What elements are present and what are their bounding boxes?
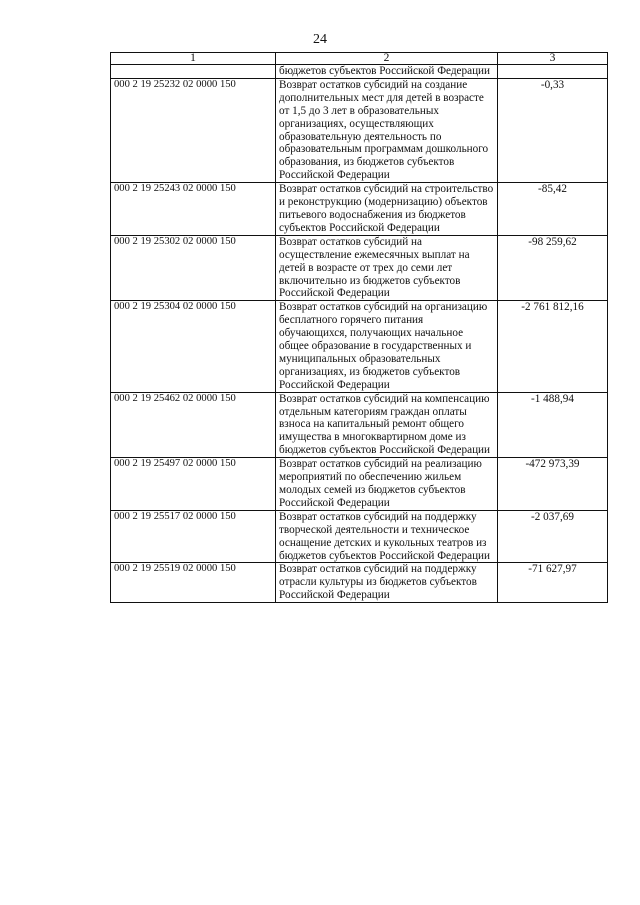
row-amount: -1 488,94 — [498, 392, 608, 458]
row-amount: -71 627,97 — [498, 563, 608, 603]
column-header-2: 2 — [276, 53, 498, 65]
table-header — [111, 53, 608, 65]
row-name: Возврат остатков субсидий на реализацию мероприятий по обеспечению жильем молодых семей из бюджетов субъектов Российской Федерации — [276, 458, 498, 511]
row-name: Возврат остатков субсидий на осуществление ежемесячных выплат на детей в возрасте от трех до семи лет включительно из бюджетов субъектов Российской Федерации — [276, 235, 498, 301]
row-name: Возврат остатков субсидий на поддержку отрасли культуры из бюджетов субъектов Российской Федерации — [276, 563, 498, 603]
table-row — [111, 392, 608, 458]
table-row — [111, 183, 608, 236]
continuation-amount — [498, 65, 608, 79]
table-row — [111, 563, 608, 603]
row-name: Возврат остатков субсидий на создание дополнительных мест для детей в возрасте от 1,5 до 3 лет в образовательных организациях, осуществляющих образовательную деятельность по образовательным программам дошкольного образования, из бюджетов субъектов Российской Федерации — [276, 78, 498, 182]
row-code: 000 2 19 25517 02 0000 150 — [111, 510, 276, 563]
continuation-name: бюджетов субъектов Российской Федерации — [276, 65, 498, 79]
column-header-1: 1 — [111, 53, 276, 65]
row-amount: -98 259,62 — [498, 235, 608, 301]
row-code: 000 2 19 25302 02 0000 150 — [111, 235, 276, 301]
table-body — [111, 65, 608, 603]
header-row — [111, 53, 608, 65]
column-header-3: 3 — [498, 53, 608, 65]
table-row — [111, 301, 608, 392]
row-amount: -85,42 — [498, 183, 608, 236]
row-amount: -2 037,69 — [498, 510, 608, 563]
continuation-row — [111, 65, 608, 79]
row-amount: -0,33 — [498, 78, 608, 182]
table-row — [111, 78, 608, 182]
row-name: Возврат остатков субсидий на организацию бесплатного горячего питания обучающихся, получающих начальное общее образование в государственных и муниципальных образовательных организациях, из бюджетов субъектов Российской Федерации — [276, 301, 498, 392]
row-code: 000 2 19 25497 02 0000 150 — [111, 458, 276, 511]
row-name: Возврат остатков субсидий на поддержку творческой деятельности и техническое оснащение детских и кукольных театров из бюджетов субъектов Российской Федерации — [276, 510, 498, 563]
row-code: 000 2 19 25243 02 0000 150 — [111, 183, 276, 236]
row-name: Возврат остатков субсидий на строительство и реконструкцию (модернизацию) объектов питьевого водоснабжения из бюджетов субъектов Российской Федерации — [276, 183, 498, 236]
row-code: 000 2 19 25462 02 0000 150 — [111, 392, 276, 458]
row-code: 000 2 19 25519 02 0000 150 — [111, 563, 276, 603]
table-row — [111, 510, 608, 563]
page-number: 24 — [313, 32, 327, 47]
row-name: Возврат остатков субсидий на компенсацию отдельным категориям граждан оплаты взноса на капитальный ремонт общего имущества в многоквартирном доме из бюджетов субъектов Российской Федерации — [276, 392, 498, 458]
continuation-code — [111, 65, 276, 79]
row-amount: -472 973,39 — [498, 458, 608, 511]
table-row — [111, 458, 608, 511]
row-code: 000 2 19 25232 02 0000 150 — [111, 78, 276, 182]
row-amount: -2 761 812,16 — [498, 301, 608, 392]
row-code: 000 2 19 25304 02 0000 150 — [111, 301, 276, 392]
budget-table — [110, 52, 608, 603]
table-row — [111, 235, 608, 301]
